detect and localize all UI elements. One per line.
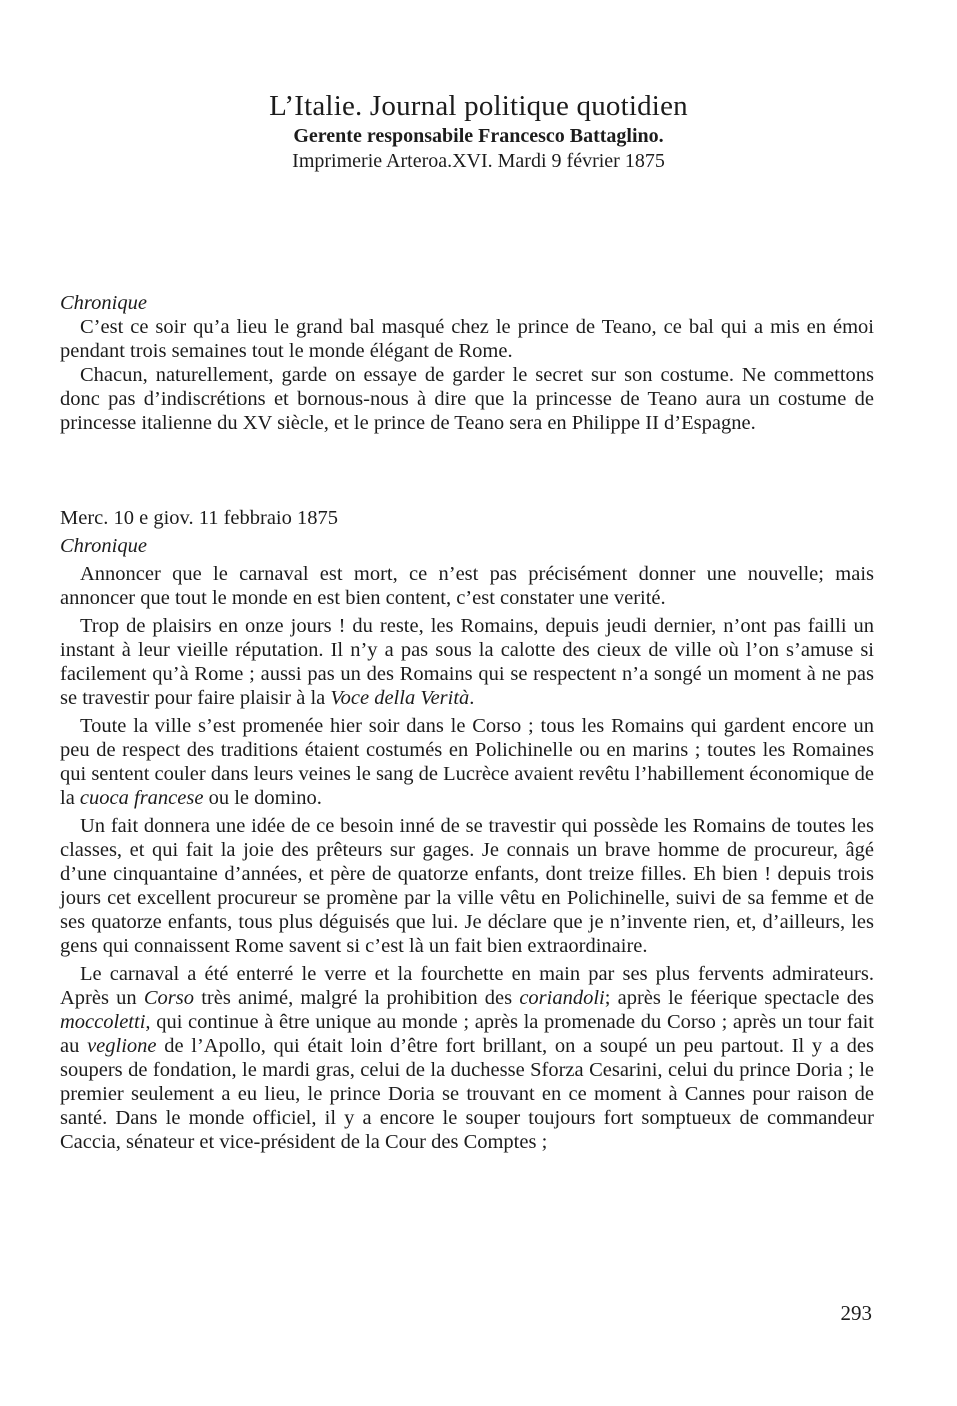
- paragraph-end: .: [469, 687, 475, 709]
- italic-term: coriandoli: [519, 987, 605, 1009]
- paragraph-text: Trop de plaisirs en onze jours ! du reste, les Romains, depuis jeudi dernier, n’ont pas failli un instant à leur vieille réputation. Il n’y a pas sous la calotte des cieux de ville où l’on s’amuse si facilement qu’à Rome ; aussi pas un des Romains qui se respectent n’a songé un moment à ne pas se travestir pour faire plaisir à la: [60, 615, 874, 709]
- paragraph: Chacun, naturellement, garde on essaye de garder le secret sur son costume. Ne commettons donc pas d’indiscrétions et bornous-nous à dire que la princesse de Teano aura un costume de princesse italienne du XV siècle, et le prince de Teano sera en Philippe II d’Espagne.: [60, 364, 874, 434]
- paragraph: C’est ce soir qu’a lieu le grand bal masqué chez le prince de Teano, ce bal qui a mis en émoi pendant trois semaines tout le monde élégant de Rome.: [60, 316, 874, 362]
- italic-term: cuoca francese: [79, 787, 204, 809]
- section-label: Chronique: [60, 292, 147, 314]
- page-number: 293: [840, 1301, 872, 1325]
- paragraph-text: qui continue à être unique au monde ; après la promenade du Corso ; après un tour fait au: [60, 1011, 875, 1057]
- paragraph: [60, 614, 874, 710]
- paragraph-text: Toute la ville s’est promenée hier soir dans le Corso ; tous les Romains qui gardent encore un peu de respect des traditions étaient costumés en Polichinelle ou en marins ; toutes les Romaines qui sentent couler dans leurs veines le sang de Lucrèce avaient revêtu l’habillement économique de la: [60, 715, 874, 809]
- dateline: Merc. 10 e giov. 11 febbraio 1875: [60, 507, 339, 529]
- paragraph: Un fait donnera une idée de ce besoin inné de se travestir qui possède les Romains de toutes les classes, et qui fait la joie des prêteurs sur gages. Je connais un brave homme de procureur, âgé d’une cinquantaine d’années, et père de quatorze enfants, dont treize filles. Eh bien ! depuis trois jours cet excellent procureur se promène par la ville vêtu en Polichinelle, suivi de sa femme et de ses quatorze enfants, tous plus déguisés que lui. Je déclare que je n’invente rien, et, d’ailleurs, les gens qui connaissent Rome savent si c’est là un fait bien extraordinaire.: [60, 815, 874, 957]
- section-label: Chronique: [60, 535, 147, 557]
- journal-header: [0, 88, 957, 174]
- paragraph-text: ; après le féerique spectacle des: [604, 987, 875, 1009]
- paragraph: [60, 714, 874, 810]
- italic-title: Voce della Verità: [330, 687, 470, 709]
- gerente-line: Gerente responsabile Francesco Battaglino.: [293, 125, 664, 147]
- italic-term: Corso: [143, 987, 194, 1009]
- italic-term: moccoletti,: [60, 1011, 151, 1033]
- section-chronique-2: [60, 506, 874, 1154]
- paragraph: Annoncer que le carnaval est mort, ce n’est pas précisément donner une nouvelle; mais annoncer que tout le monde en est bien content, c’est constater une verité.: [60, 563, 874, 609]
- journal-title: L’Italie. Journal politique quotidien: [269, 90, 688, 122]
- paragraph-text: de l’Apollo, qui était loin d’être fort brillant, on a soupé un peu partout. Il y a des soupers de fondation, le mardi gras, celui de la duchesse Sforza Cesarini, celui du prince Doria ; le premier seulement a eu lieu, le prince Doria se trouvant en ce moment à Cannes pour raison de santé. Dans le monde officiel, il y a encore le souper toujours fort somptueux de commandeur Caccia, sénateur et vice-président de la Cour des Comptes ;: [60, 1035, 875, 1153]
- section-chronique-1: [60, 291, 874, 435]
- italic-term: veglione: [87, 1035, 157, 1057]
- paragraph-text: très animé, malgré la prohibition des: [201, 987, 513, 1009]
- paragraph-end: ou le domino.: [208, 787, 322, 809]
- imprint-line: Imprimerie Arteroa.XVI. Mardi 9 février 1875: [292, 150, 665, 172]
- paragraph: [60, 962, 874, 1154]
- paragraph-text: Le carnaval a été enterré le verre et la fourchette en main par ses plus fervents admirateurs. Après un: [60, 963, 874, 1009]
